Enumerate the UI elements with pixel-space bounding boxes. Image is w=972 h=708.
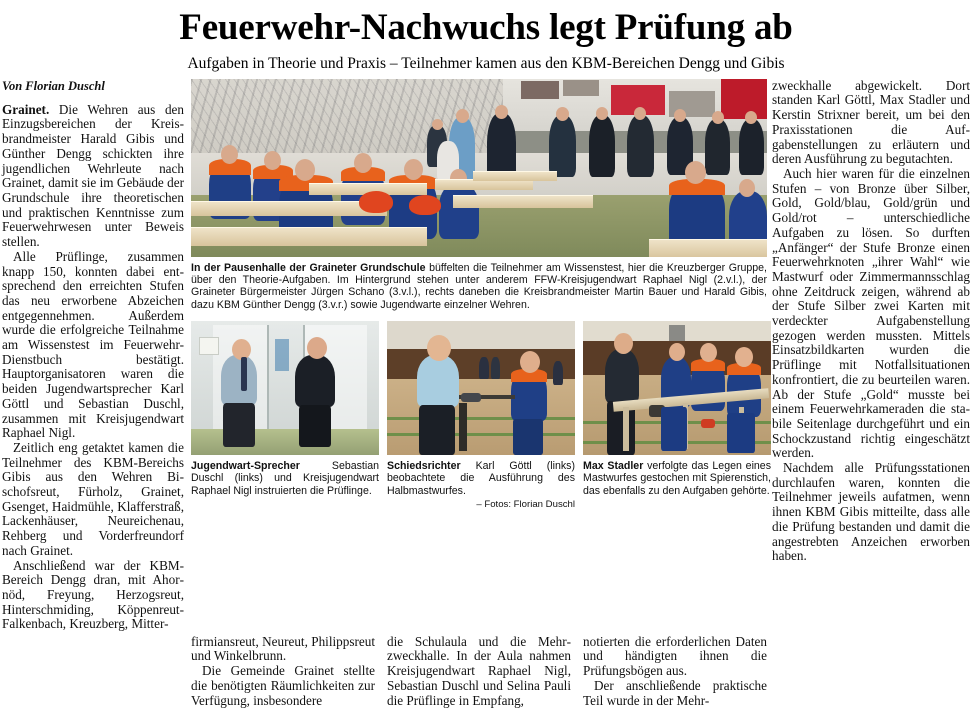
caption-lead: Schiedsrichter	[387, 459, 461, 472]
photo-scene	[191, 79, 767, 257]
paragraph: zweckhalle abgewickelt. Dort standen Karl Göttl, Max Stadler und Kerstin Strixner bereit, um bei den Praxisstationen die Aufgabenstellungen zu erläutern und deren Ausführung zu begutachten.	[772, 77, 970, 167]
paragraph-lead	[2, 103, 184, 250]
paragraph-text: Die Wehren aus den Einzugsbereichen der Kreisbrandmeister Harald Gibis und Günther Dengg schickten ihre jugendlichen Wehrleute nach Grainet, damit sie im Gebäude der Grundschule ihre theoretischen und praktischen Kenntnisse zum Feuerwehrwesen unter Beweis stellen.	[2, 101, 184, 250]
caption-lead: In der Pausenhalle der Graineter Grundschule	[191, 261, 426, 274]
right-text-column	[772, 79, 970, 564]
byline: Von Florian Duschl	[2, 78, 105, 93]
schiedsrichter-halbmastwurf-photo	[387, 321, 575, 455]
paragraph: Die Gemeinde Grainet stellte die benötigten Räumlichkeiten zur Verfügung, insbesondere	[191, 663, 375, 708]
paragraph: Zeitlich eng getaktet kamen die Teilnehmer des KBM-Bereichs Gibis aus den Wehren Bischofsreut, Fürholz, Grainet, Gsenget, Haidmühle, Klafferstraß, Lackenhäuser, Neureichenau, Rehberg und Vorderfreundorf nach Grainet.	[2, 439, 184, 558]
caption-text: verfolgte das Legen eines Mastwurfes gestochen mit Spierenstich, das ebenfalls zu den Aufgaben gehörte.	[583, 459, 771, 497]
paragraph: notierten die erforderlichen Daten und händigten ihnen die Prüfungsbögen aus.	[583, 633, 767, 679]
page-headline: Feuerwehr-Nachwuchs legt Prüfung ab	[179, 7, 793, 48]
paragraph: Auch hier waren für die einzelnen Stufen – von Bronze über Silber, Gold, Gold/blau, Gold/grün und Gold/rot – unterschiedliche Aufgaben zu lösen. So durften „Anfänger“ der Stufe Bronze einen Feuerwehrknoten „ihrer Wahl“ wie Mastwurf oder Zimmermannsschlag ohne Zeitdruck zeigen, während ab der Stufe Silber zwei Karten mit verdeckter Aufgabenstellung gezogen werden mussten. Mittels Einsatzbildkarten wurden die Prüflinge mit Notfallsituationen konfrontiert, die zu beurteilen waren. Ab der Stufe „Gold“ musste bei einem Feuerwehrkameraden die stabile Seitenlage durchgeführt und ein Schockzustand richtig eingeschätzt werden.	[772, 165, 970, 461]
max-stadler-mastwurf-photo	[583, 321, 771, 455]
photo-cell-3	[583, 321, 771, 510]
caption-text: Karl Göttl (links) beobachtete die Ausführung des Halbmastwurfes.	[387, 459, 575, 497]
photo-credit: – Fotos: Florian Duschl	[476, 498, 575, 510]
page-subheadline: Aufgaben in Theorie und Praxis – Teilnehmer kamen aus den KBM-Bereichen Dengg und Gibis	[187, 54, 785, 72]
paragraph: firmiansreut, Neureut, Philippsreut und Winkelbrunn.	[191, 633, 375, 664]
paragraph: Der anschließende praktische Teil wurde in der Mehr-	[583, 677, 767, 708]
paragraph: Anschließend war der KBM-Bereich Dengg dran, mit Ahornöd, Freyung, Herzogsreut, Hinterschmiding, Köppenreut-Falkenbach, Kreuzberg, Mitter-	[2, 557, 184, 632]
photo-3-caption	[583, 460, 771, 497]
photo-2-caption	[387, 460, 575, 497]
bottom-text-columns	[191, 635, 767, 708]
photo-cell-1	[191, 321, 379, 510]
article-body	[0, 77, 972, 708]
dateline: Grainet.	[2, 101, 50, 117]
paragraph: Alle Prüflinge, zusammen knapp 150, konnten dabei entsprechend den erreichten Stufen das neu erworbene Abzeichen entgegennehmen. Außerdem wurde die erfolgreiche Teilnahme am Wissenstest im Feuerwehr-Dienstbuch bestätigt. Hauptorganisatoren waren die beiden Jugendwartsprecher Karl Göttl und Sebastian Duschl, zusammen mit Kreisjugendwart Raphael Nigl.	[2, 248, 184, 441]
caption-lead: Jugendwart-Sprecher	[191, 459, 300, 472]
bottom-column-1	[191, 635, 375, 708]
bottom-column-2	[387, 635, 571, 708]
caption-text: büffelten die Teilnehmer am Wissenstest, hier die Kreuzberger Gruppe, über den Theorie-Aufgaben. Im Hintergrund stehen unter anderem FFW-Kreisjugendwart Raphael Nigl (2.v.l.), der Graineter Bürgermeister Jürgen Schano (3.v.l.), rechts daneben die Kreisbrandmeister Martin Bauer und Harald Gibis, dazu KBM Günther Dengg (3.v.r.) sowie Jugendwarte einzelner Wehren.	[191, 261, 767, 311]
main-photo-caption	[191, 262, 767, 311]
bottom-column-3	[583, 635, 767, 708]
photo-1-caption	[191, 460, 379, 497]
newspaper-page	[0, 7, 972, 708]
caption-lead: Max Stadler	[583, 459, 644, 472]
center-media-column	[191, 79, 771, 510]
caption-text: Sebastian Duschl (links) und Kreisjugendwart Raphael Nigl instruierten die Prüflinge.	[191, 459, 379, 497]
jugendwart-sprecher-photo	[191, 321, 379, 455]
main-photo	[191, 79, 767, 257]
photo-row	[191, 321, 771, 510]
paragraph: Nachdem alle Prüfungsstationen durchlaufen waren, konnten die Teilnehmer jeweils aufatmen, wenn ihnen KBM Gibis mitteilte, dass alle die Prüfung bestanden und damit die angestrebten Anzeichen erworben haben.	[772, 460, 970, 564]
paragraph: die Schulaula und die Mehrzweckhalle. In der Aula nahmen Kreisjugendwart Raphael Nigl, Sebastian Duschl und Selina Pauli die Prüflinge in Empfang,	[387, 633, 571, 708]
left-text-column	[2, 79, 184, 632]
photo-cell-2	[387, 321, 575, 510]
